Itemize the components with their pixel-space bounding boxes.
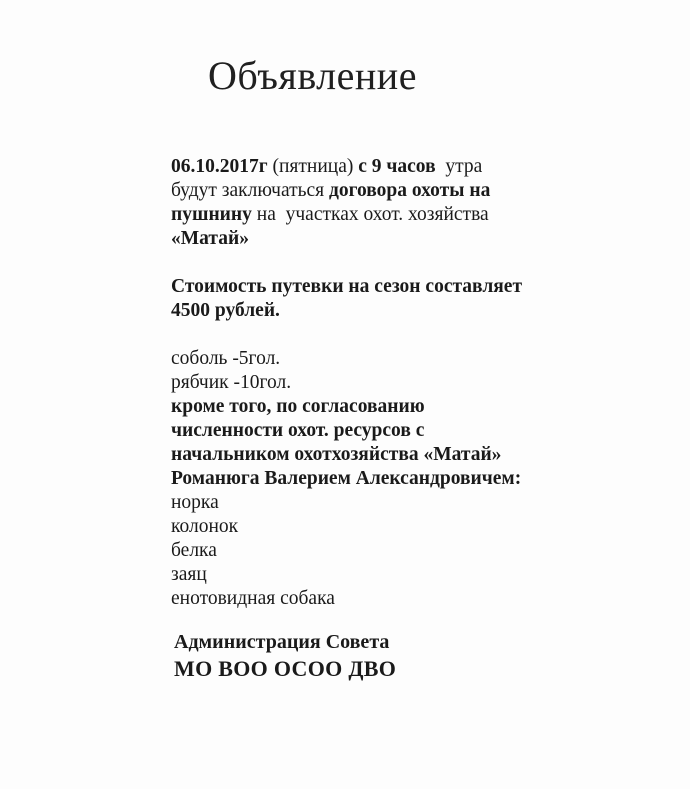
species-item: белка [171, 540, 217, 561]
event-weekday: (пятница) [267, 156, 359, 177]
signature-line-1: Администрация Совета [174, 631, 390, 653]
intro-line-2-prefix: будут заключаться [171, 180, 330, 201]
agreement-line: Романюга Валерием Александровичем: [171, 468, 522, 489]
agreement-line: кроме того, по согласованию [171, 396, 425, 417]
intro-line-2-bold: договора охоты на [329, 180, 491, 201]
event-date: 06.10.2017г [171, 156, 268, 177]
species-item: колонок [171, 516, 239, 537]
event-time-suffix: утра [435, 156, 483, 177]
agreement-line: начальником охотхозяйства «Матай» [171, 444, 502, 465]
signature-line-2: МО ВОО ОСОО ДВО [174, 656, 397, 681]
price-line-1: Стоимость путевки на сезон составляет [171, 276, 523, 297]
intro-line-3-bold: пушнину [171, 204, 252, 225]
species-item: норка [171, 492, 219, 513]
quota-item: соболь -5гол. [171, 348, 281, 369]
intro-line-2 [171, 179, 490, 203]
page-title: Объявление [208, 53, 417, 98]
intro-line-4: «Матай» [171, 228, 249, 249]
species-item: заяц [171, 564, 207, 585]
intro-line-1 [171, 155, 482, 179]
species-item: енотовидная собака [171, 588, 335, 609]
agreement-line: численности охот. ресурсов с [171, 420, 425, 441]
event-time: с 9 часов [358, 156, 436, 177]
intro-line-3-rest: на участках охот. хозяйства [251, 204, 489, 225]
price-line-2: 4500 рублей. [171, 300, 280, 321]
quota-item: рябчик -10гол. [171, 372, 292, 393]
intro-line-3 [171, 203, 489, 227]
